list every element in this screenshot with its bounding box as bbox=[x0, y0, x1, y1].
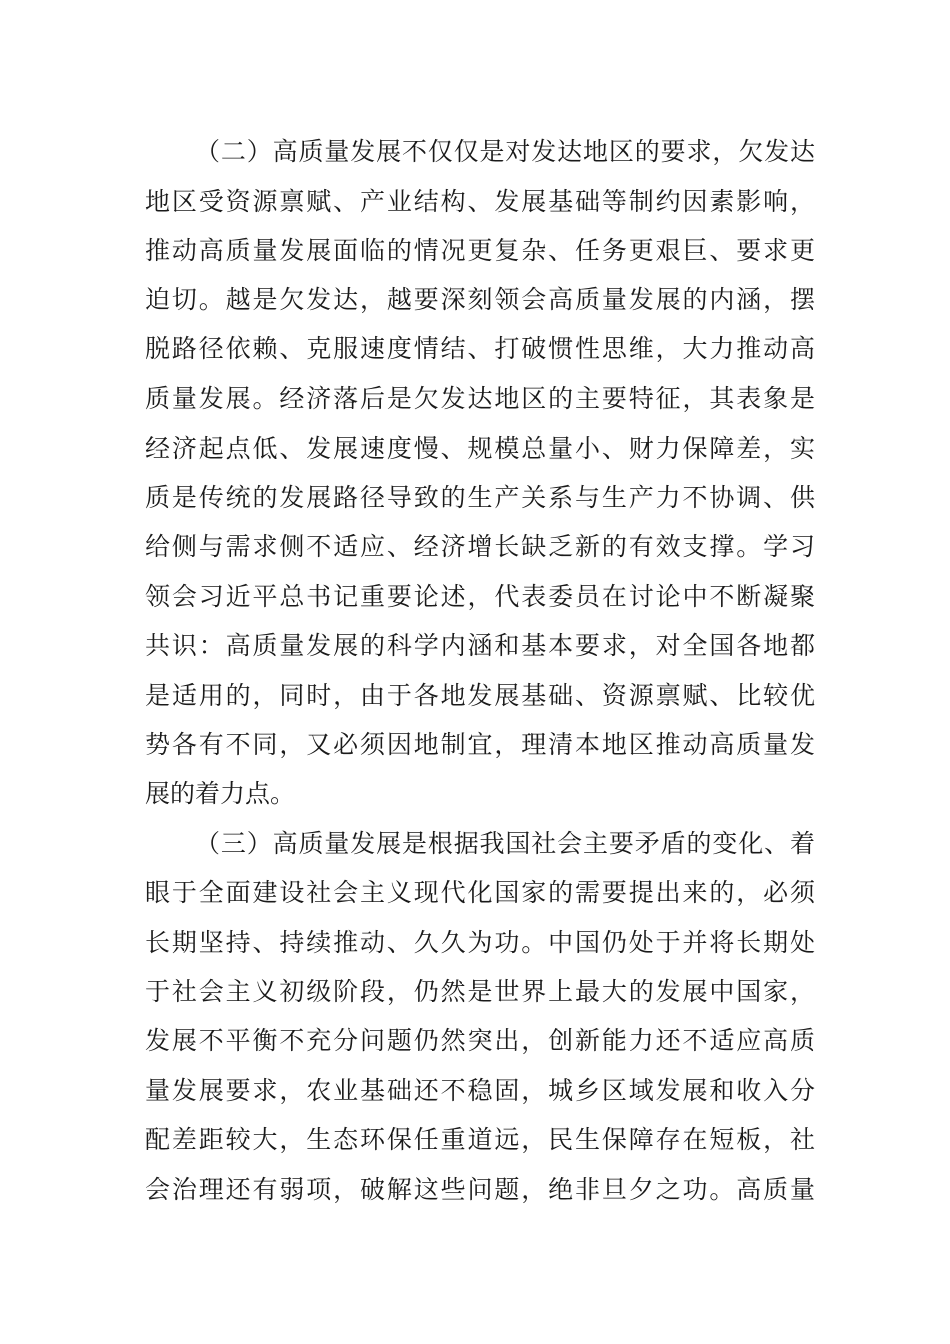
paragraph-2-line-10: 领会习近平总书记重要论述，代表委员在讨论中不断凝聚 bbox=[145, 582, 815, 611]
paragraph-3-line-5: 发展不平衡不充分问题仍然突出，创新能力还不适应高质 bbox=[145, 1026, 815, 1055]
paragraph-2-line-9: 给侧与需求侧不适应、经济增长缺乏新的有效支撑。学习 bbox=[145, 532, 815, 561]
paragraph-2-line-14: 展的着力点。 bbox=[145, 779, 296, 808]
paragraph-3-line-6: 量发展要求，农业基础还不稳固，城乡区域发展和收入分 bbox=[145, 1076, 815, 1105]
paragraph-2-line-12: 是适用的，同时，由于各地发展基础、资源禀赋、比较优 bbox=[145, 681, 815, 710]
paragraph-3-line-1: （三）高质量发展是根据我国社会主要矛盾的变化、着 bbox=[195, 829, 815, 858]
paragraph-2-line-11: 共识：高质量发展的科学内涵和基本要求，对全国各地都 bbox=[145, 631, 815, 660]
paragraph-2-line-2: 地区受资源禀赋、产业结构、发展基础等制约因素影响， bbox=[145, 187, 815, 216]
paragraph-2-line-13: 势各有不同，又必须因地制宜，理清本地区推动高质量发 bbox=[145, 730, 815, 759]
paragraph-2-line-1: （二）高质量发展不仅仅是对发达地区的要求，欠发达 bbox=[195, 137, 815, 166]
paragraph-2-line-7: 经济起点低、发展速度慢、规模总量小、财力保障差，实 bbox=[145, 434, 815, 463]
paragraph-2-line-3: 推动高质量发展面临的情况更复杂、任务更艰巨、要求更 bbox=[145, 236, 815, 265]
paragraph-3-line-3: 长期坚持、持续推动、久久为功。中国仍处于并将长期处 bbox=[145, 928, 815, 957]
paragraph-2-line-4: 迫切。越是欠发达，越要深刻领会高质量发展的内涵，摆 bbox=[145, 285, 815, 314]
paragraph-2-line-8: 质是传统的发展路径导致的生产关系与生产力不协调、供 bbox=[145, 483, 815, 512]
paragraph-3-line-8: 会治理还有弱项，破解这些问题，绝非旦夕之功。高质量 bbox=[145, 1175, 815, 1204]
paragraph-3-line-2: 眼于全面建设社会主义现代化国家的需要提出来的，必须 bbox=[145, 878, 815, 907]
paragraph-3-line-7: 配差距较大，生态环保任重道远，民生保障存在短板，社 bbox=[145, 1125, 815, 1154]
paragraph-2-line-6: 质量发展。经济落后是欠发达地区的主要特征，其表象是 bbox=[145, 384, 815, 413]
paragraph-3-line-4: 于社会主义初级阶段，仍然是世界上最大的发展中国家， bbox=[145, 977, 815, 1006]
paragraph-2-line-5: 脱路径依赖、克服速度情结、打破惯性思维，大力推动高 bbox=[145, 334, 815, 363]
